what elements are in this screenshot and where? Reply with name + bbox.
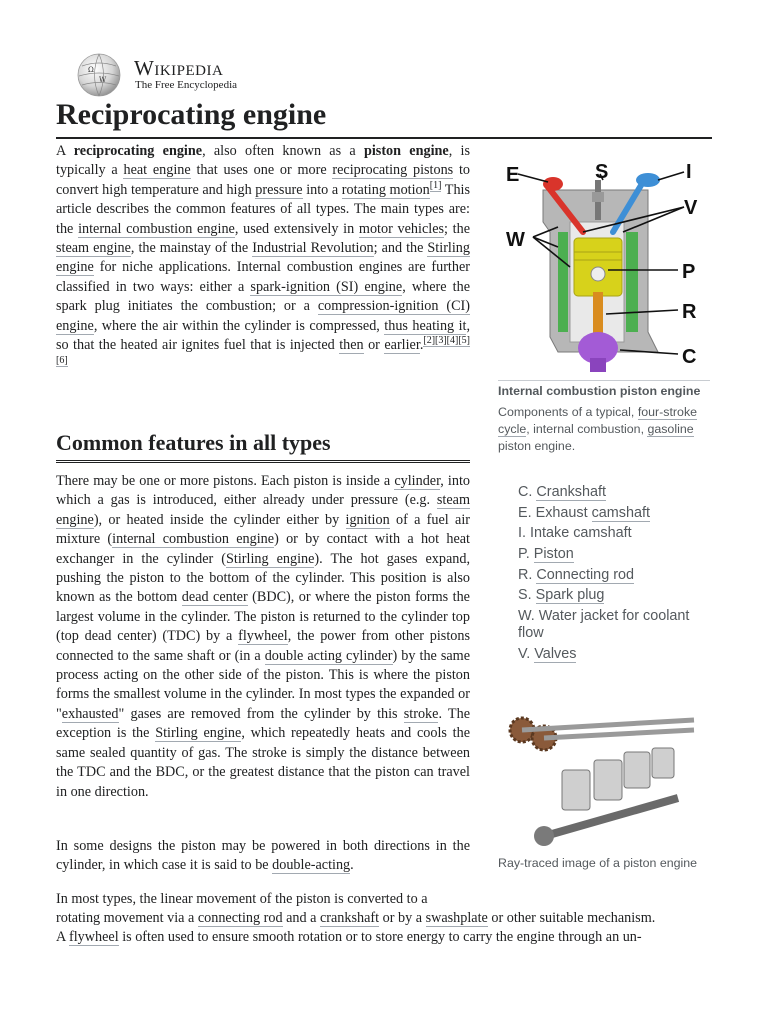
connecting-rod <box>593 292 603 337</box>
article-link[interactable]: spark-ignition (SI) engine <box>250 278 403 295</box>
wikipedia-wordmark: Wikipedia <box>134 56 224 80</box>
article-link[interactable]: reciprocating pistons <box>332 162 454 179</box>
article-link[interactable]: crankshaft <box>319 910 380 926</box>
article-link[interactable]: swashplate <box>425 910 488 926</box>
text-run: There may be one or more pistons. Each piston is inside a <box>56 473 395 489</box>
piston <box>574 238 622 296</box>
text-run: , internal combustion, <box>526 422 648 436</box>
text-run: V. <box>518 645 535 662</box>
text-run: I. Intake camshaft <box>518 525 632 542</box>
article-link[interactable]: Stirling engine <box>56 240 470 276</box>
text-run: for niche applications. Internal combustion engines are further classified in two ways: either a <box>56 259 470 295</box>
bold-term: reciprocating engine <box>73 143 203 159</box>
wikipedia-globe-icon <box>74 52 124 98</box>
citation <box>430 180 442 192</box>
legend-item <box>518 505 714 522</box>
article-link[interactable]: camshaft <box>591 504 650 521</box>
paragraph-common-features <box>56 472 470 802</box>
figure2-caption: Ray-traced image of a piston engine <box>498 856 698 870</box>
article-link[interactable]: steam engine <box>56 240 131 257</box>
label-w: W <box>506 229 525 251</box>
article-link[interactable]: steam engine <box>56 492 470 528</box>
text-run: A <box>56 929 70 945</box>
text-run: S. <box>518 587 536 604</box>
label-r: R <box>682 301 697 323</box>
article-link[interactable]: flywheel <box>69 929 119 945</box>
ray-traced-engine-image[interactable] <box>508 708 700 852</box>
article-link[interactable]: compression-ignition (CI) engine <box>56 298 471 334</box>
text-run: P. <box>518 546 534 563</box>
text-run: , where the air within the cylinder is compressed, <box>93 317 385 334</box>
text-run: Components of a typical, <box>498 405 638 419</box>
figure1-legend <box>518 484 714 667</box>
figure1-caption <box>498 380 710 455</box>
text-run: " gases are removed from the cylinder by this <box>118 705 404 722</box>
text-run: ), or heated inside the cylinder either by <box>93 511 346 528</box>
paragraph-linear-movement-line2 <box>56 909 712 928</box>
text-run: W. Water jacket for coolant flow <box>518 608 690 642</box>
label-e: E <box>506 164 520 186</box>
article-link[interactable]: double-acting <box>272 857 351 874</box>
label-v: V <box>684 197 698 219</box>
article-link[interactable]: ignition <box>345 511 390 528</box>
bold-term: piston engine <box>363 143 449 159</box>
text-run: . The exception is the <box>56 705 470 742</box>
article-link[interactable]: Crankshaft <box>536 484 606 500</box>
article-link[interactable]: double acting cylinder <box>264 647 393 664</box>
article-link[interactable]: pressure <box>255 181 303 198</box>
text-run: and a <box>282 910 320 926</box>
legend-item <box>518 608 714 642</box>
article-link[interactable]: Industrial Revolution <box>252 240 374 257</box>
text-run: , where the spark plug initiates the combustion; or a <box>56 278 471 315</box>
text-run: C. <box>518 484 537 500</box>
article-link[interactable]: internal combustion engine <box>78 220 235 237</box>
label-p: P <box>682 261 696 283</box>
article-link[interactable]: exhausted <box>61 705 119 722</box>
article-link[interactable]: flywheel <box>238 628 288 645</box>
svg-text:W: W <box>99 76 107 84</box>
text-run: ; the <box>444 220 471 237</box>
text-run: (BDC), or where the piston forms the largest volume in the cylinder. The piston is returned to the cylinder top (top dead center) (TDC) by a <box>56 589 470 645</box>
wikipedia-tagline: The Free Encyclopedia <box>135 79 238 91</box>
text-run: or other suitable mechanism. <box>487 910 656 926</box>
figure1-caption-description <box>498 404 710 455</box>
crankshaft-render <box>534 798 678 846</box>
legend-item <box>518 567 714 584</box>
section-heading-common-features: Common features in all types <box>56 428 470 463</box>
label-s: S <box>595 161 609 183</box>
label-c: C <box>682 346 697 368</box>
article-link[interactable]: Valves <box>534 645 577 662</box>
article-link[interactable]: Stirling engine <box>226 550 315 567</box>
text-run: , into which a gas is introduced, either already under pressure (e.g. <box>56 473 470 509</box>
article-link[interactable]: connecting rod <box>197 910 283 926</box>
text-run: , so that the heated air ignites fuel that is injected <box>56 317 471 354</box>
article-link[interactable]: Connecting rod <box>536 566 634 583</box>
text-run: R. <box>518 566 537 583</box>
article-link[interactable]: Stirling engine <box>155 725 242 742</box>
text-run: E. Exhaust <box>518 504 592 521</box>
piston-engine-diagram[interactable] <box>498 152 710 378</box>
legend-item <box>518 646 714 663</box>
text-run: A <box>56 143 74 159</box>
text-run: into a <box>302 181 342 198</box>
text-run: , the power from other pistons connected to the same shaft or (in a <box>56 628 470 664</box>
text-run: , also often known as a <box>202 143 364 159</box>
article-link[interactable]: rotating motion <box>341 181 430 198</box>
camshafts <box>522 720 694 738</box>
text-run: In most types, the linear movement of the piston is converted to a <box>56 891 428 907</box>
paragraph-linear-movement-line3 <box>56 928 712 947</box>
article-link[interactable]: four-stroke cycle <box>498 405 698 436</box>
page-title: Reciprocating engine <box>56 96 712 139</box>
article-link[interactable]: Spark plug <box>535 587 605 604</box>
text-run: . <box>419 337 424 354</box>
figure1-caption-title: Internal combustion piston engine <box>498 384 701 398</box>
text-run: , used extensively in <box>234 220 359 237</box>
legend-item <box>518 484 714 501</box>
citation-link[interactable]: [2][3][4][5][6] <box>56 335 470 366</box>
article-link[interactable]: earlier <box>384 337 420 354</box>
text-run: , which repeatedly heats and cools the same sealed quantity of gas. The stroke is simply the distance between the TDC and the BDC, or the greatest distance that the piston can travel in one direction. <box>56 725 471 800</box>
text-run: This article describes the common features of all types. The main types are: the <box>56 181 471 237</box>
article-link[interactable]: gasoline <box>647 422 694 436</box>
article-link[interactable]: Piston <box>533 546 574 563</box>
text-run: , the mainstay of the <box>130 240 253 257</box>
article-link[interactable]: dead center <box>181 589 248 606</box>
article-link[interactable]: then <box>339 337 364 354</box>
legend-item <box>518 546 714 563</box>
paragraph-linear-movement-line1 <box>56 890 470 909</box>
label-i: I <box>686 161 692 183</box>
wikipedia-logo[interactable] <box>74 52 274 98</box>
text-run: . <box>350 857 354 874</box>
citation-link[interactable]: [1] <box>429 180 442 192</box>
svg-text:Ω: Ω <box>88 66 94 74</box>
text-run: ) or by contact with a hot heat exchanger in the cylinder ( <box>56 531 470 567</box>
article-link[interactable]: cylinder <box>394 473 441 489</box>
paragraph-double-acting <box>56 837 470 876</box>
text-run: rotating movement via a <box>56 910 198 926</box>
article-link[interactable]: internal combustion engine <box>112 531 275 548</box>
text-run: of a fuel air mixture ( <box>56 511 470 548</box>
article-link[interactable]: thus heating it <box>384 317 467 334</box>
text-run: In some designs the piston may be powered in both directions in the cylinder, in which case it is said to be <box>56 838 470 874</box>
article-link[interactable]: motor vehicles <box>358 220 445 237</box>
gears <box>510 718 556 750</box>
text-run: ; and the <box>373 240 428 257</box>
legend-item <box>518 587 714 604</box>
intro-paragraph <box>56 142 470 375</box>
text-run: ) by the same process acting on the other side of the piston. This is where the piston forms the smallest volume in the cylinder. In most types the expanded or " <box>56 647 471 722</box>
text-run: or by a <box>379 910 426 926</box>
text-run: is often used to ensure smooth rotation or to store energy to carry the engine through an un- <box>118 929 642 945</box>
article-link[interactable]: stroke <box>403 705 439 722</box>
crankshaft <box>578 332 618 372</box>
text-run: ). The hot gases expand, pushing the piston to the bottom of the cylinder. This position is also known as the bottom <box>56 550 470 606</box>
text-run: , is typically a <box>56 143 470 179</box>
text-run: to convert high temperature and high <box>56 162 471 198</box>
text-run: or <box>363 337 385 354</box>
article-link[interactable]: heat engine <box>123 162 191 179</box>
text-run: that uses one or more <box>190 162 333 179</box>
text-run: piston engine. <box>498 439 576 453</box>
legend-item <box>518 525 714 542</box>
